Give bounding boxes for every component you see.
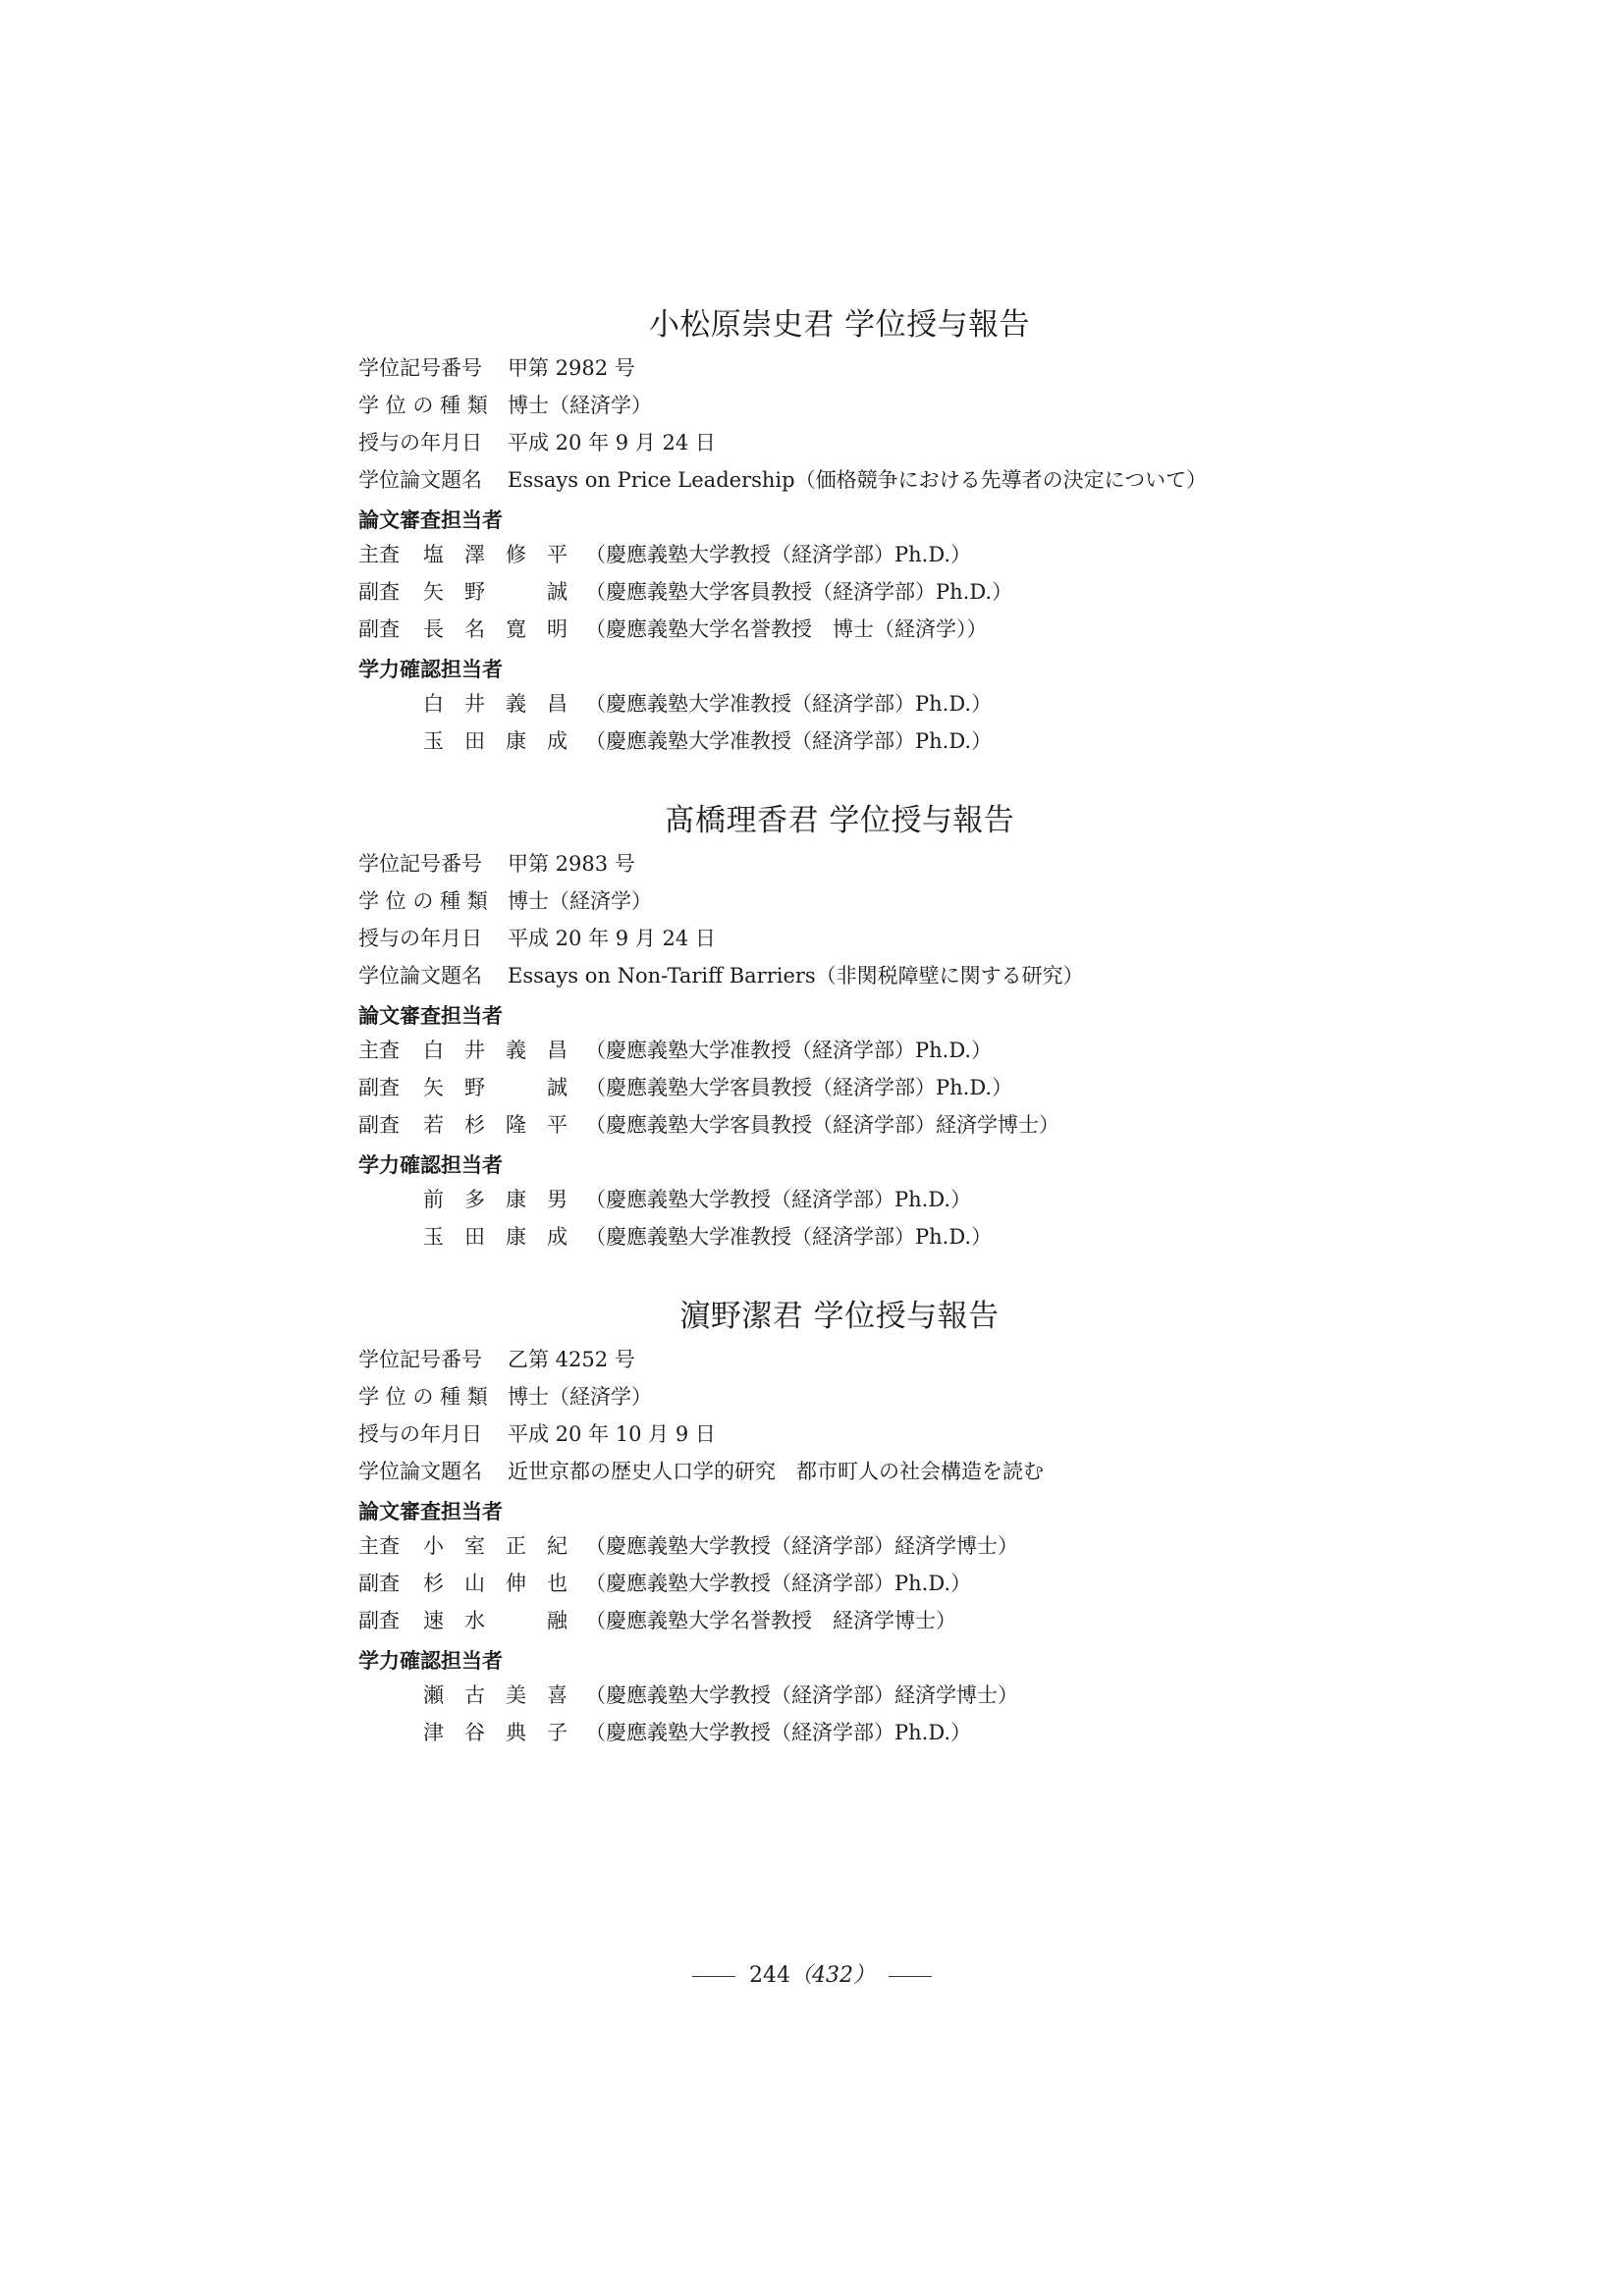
reviewer-name: 塩 澤 修 平 [423,543,568,566]
confirmer-name: 前 多 康 男 [423,1188,568,1211]
info-value: 平成 20 年 10 月 9 日 [508,1422,716,1446]
info-row-number [358,1341,1321,1378]
review-committee-heading: 論文審査担当者 [358,508,503,532]
info-label: 学位論文題名 [358,1460,482,1483]
info-row-thesis-title [358,461,1321,499]
info-row-type [358,387,1321,424]
ability-confirmation-heading: 学力確認担当者 [358,1153,503,1177]
footer-rule-left [692,1976,735,1977]
report-title: 濵野潔君 学位授与報告 [679,1299,1000,1334]
confirmer-row [358,722,1321,760]
info-value: 甲第 2983 号 [508,852,635,876]
reviewer-role: 副査 [358,1113,400,1137]
confirmer-name: 玉 田 康 成 [423,729,568,753]
info-value: 博士（経済学） [508,889,652,913]
info-value: 甲第 2982 号 [508,356,635,380]
reviewer-name: 長 名 寛 明 [423,617,568,641]
info-label: 学位記号番号 [358,852,482,876]
confirmer-affiliation: （慶應義塾大学教授（経済学部）Ph.D.） [585,1188,972,1211]
info-value: 近世京都の歴史人口学的研究 都市町人の社会構造を読む [508,1460,1044,1483]
reviewer-affiliation: （慶應義塾大学客員教授（経済学部）経済学博士） [585,1113,1059,1137]
reviewer-row [358,536,1321,573]
info-value: Essays on Price Leadership（価格競争における先導者の決定について） [508,468,1208,492]
confirmer-affiliation: （慶應義塾大学准教授（経済学部）Ph.D.） [585,1225,993,1249]
reviewer-role: 副査 [358,1609,400,1632]
reviewer-affiliation: （慶應義塾大学教授（経済学部）Ph.D.） [585,543,972,566]
degree-report [358,800,1321,1255]
info-row-date [358,424,1321,461]
info-row-number [358,845,1321,882]
info-value: Essays on Non-Tariff Barriers（非関税障壁に関する研究） [508,964,1084,988]
info-row-number [358,349,1321,387]
info-row-type [358,1378,1321,1415]
info-row-thesis-title [358,1453,1321,1490]
reviewer-row [358,1032,1321,1069]
confirmer-row [358,1677,1321,1714]
review-committee-heading: 論文審査担当者 [358,1004,503,1028]
reviewer-name: 杉 山 伸 也 [423,1572,568,1595]
info-label: 学位記号番号 [358,1348,482,1371]
reviewer-name: 速 水 融 [423,1609,568,1632]
info-label: 授与の年月日 [358,1422,482,1446]
reviewer-name: 小 室 正 紀 [423,1534,568,1558]
reviewer-name: 矢 野 誠 [423,580,568,604]
info-value: 博士（経済学） [508,1385,652,1409]
reviewer-row [358,1106,1321,1144]
info-label: 学 位 の 種 類 [358,394,488,417]
confirmer-name: 玉 田 康 成 [423,1225,568,1249]
confirmer-row [358,1218,1321,1255]
reviewer-row [358,1069,1321,1106]
reviewer-affiliation: （慶應義塾大学教授（経済学部）経済学博士） [585,1534,1018,1558]
reviewer-row [358,1527,1321,1565]
ability-confirmation-heading: 学力確認担当者 [358,1649,503,1673]
info-row-type [358,882,1321,920]
confirmer-row [358,1714,1321,1751]
reviewer-name: 若 杉 隆 平 [423,1113,568,1137]
reviewer-affiliation: （慶應義塾大学准教授（経済学部）Ph.D.） [585,1039,993,1062]
confirmer-affiliation: （慶應義塾大学教授（経済学部）Ph.D.） [585,1721,972,1744]
info-value: 乙第 4252 号 [508,1348,635,1371]
confirmer-row [358,1181,1321,1218]
report-title: 髙橋理香君 学位授与報告 [664,803,1015,838]
reviewer-affiliation: （慶應義塾大学教授（経済学部）Ph.D.） [585,1572,972,1595]
footer-rule-right [889,1976,932,1977]
reviewer-row [358,611,1321,648]
reviewer-role: 副査 [358,1572,400,1595]
reviewer-row [358,1565,1321,1602]
confirmer-name: 津 谷 典 子 [423,1721,568,1744]
confirmer-name: 瀬 古 美 喜 [423,1683,568,1707]
info-row-date [358,920,1321,957]
page-footer [0,1959,1624,1993]
page-total: （432） [790,1963,875,1988]
info-value: 平成 20 年 9 月 24 日 [508,927,716,950]
page-number: 244 [749,1963,790,1988]
confirmer-affiliation: （慶應義塾大学教授（経済学部）経済学博士） [585,1683,1018,1707]
ability-confirmation-heading: 学力確認担当者 [358,658,503,681]
info-label: 学位論文題名 [358,964,482,988]
reviewer-role: 主査 [358,1534,400,1558]
report-title: 小松原崇史君 学位授与報告 [648,307,1031,343]
confirmer-affiliation: （慶應義塾大学准教授（経済学部）Ph.D.） [585,729,993,753]
info-label: 学位論文題名 [358,468,482,492]
reviewer-name: 白 井 義 昌 [423,1039,568,1062]
reviewer-role: 副査 [358,580,400,604]
info-label: 学 位 の 種 類 [358,1385,488,1409]
reviewer-affiliation: （慶應義塾大学客員教授（経済学部）Ph.D.） [585,580,1013,604]
reviewer-row [358,1602,1321,1639]
review-committee-heading: 論文審査担当者 [358,1500,503,1523]
info-row-date [358,1415,1321,1453]
reviewer-name: 矢 野 誠 [423,1076,568,1099]
reviewer-role: 主査 [358,1039,400,1062]
reviewer-affiliation: （慶應義塾大学客員教授（経済学部）Ph.D.） [585,1076,1013,1099]
info-label: 授与の年月日 [358,431,482,454]
info-label: 授与の年月日 [358,927,482,950]
info-label: 学 位 の 種 類 [358,889,488,913]
info-label: 学位記号番号 [358,356,482,380]
reviewer-row [358,573,1321,611]
confirmer-name: 白 井 義 昌 [423,692,568,716]
confirmer-row [358,685,1321,722]
degree-report [358,1296,1321,1751]
reviewer-role: 副査 [358,617,400,641]
info-value: 平成 20 年 9 月 24 日 [508,431,716,454]
reviewer-role: 主査 [358,543,400,566]
info-row-thesis-title [358,957,1321,994]
reviewer-affiliation: （慶應義塾大学名誉教授 博士（経済学）） [585,617,988,641]
reviewer-role: 副査 [358,1076,400,1099]
degree-report [358,304,1321,760]
info-value: 博士（経済学） [508,394,652,417]
reviewer-affiliation: （慶應義塾大学名誉教授 経済学博士） [585,1609,956,1632]
confirmer-affiliation: （慶應義塾大学准教授（経済学部）Ph.D.） [585,692,993,716]
